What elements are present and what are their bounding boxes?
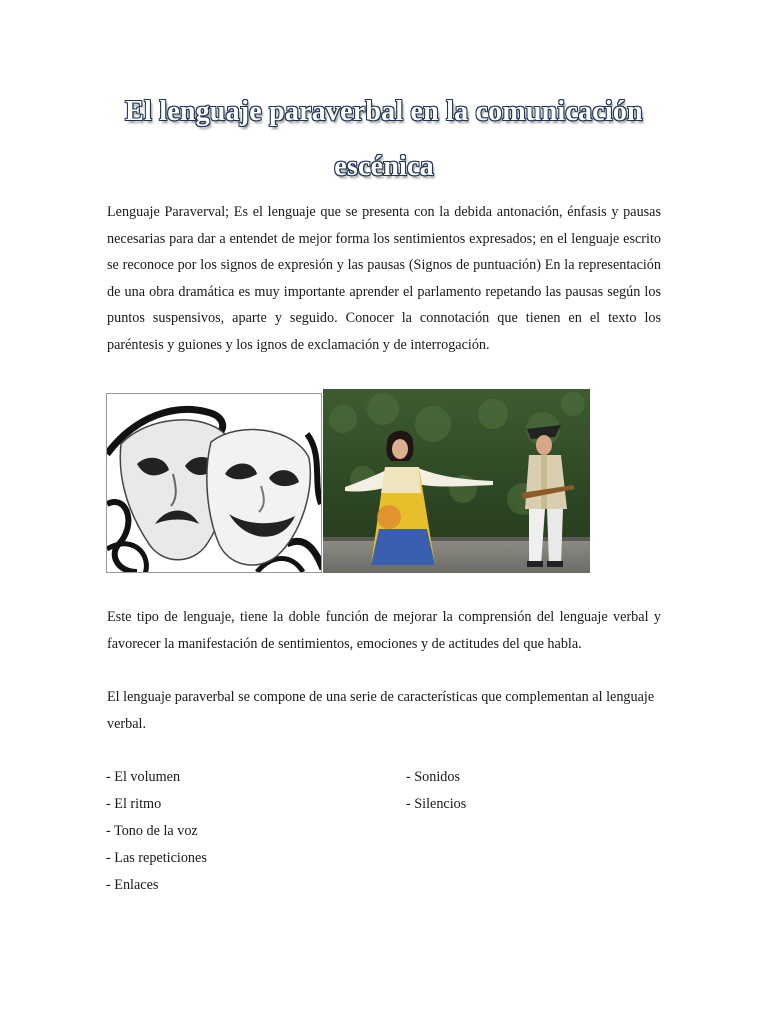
document-title-line-2: escénica bbox=[334, 151, 434, 182]
document-title-line-1: El lenguaje paraverbal en la comunicación bbox=[125, 96, 643, 127]
list-item: - Enlaces bbox=[106, 877, 159, 893]
characteristics-list-left bbox=[106, 764, 207, 899]
theater-masks-image bbox=[106, 393, 322, 573]
stage-performers-photo-icon bbox=[323, 389, 590, 573]
stage-performers-photo bbox=[323, 389, 590, 573]
function-paragraph: Este tipo de lenguaje, tiene la doble función de mejorar la comprensión del lenguaje verbal y favorecer la manifestación de sentimientos, emociones y de actitudes del que habla. bbox=[107, 609, 661, 652]
list-item: - Silencios bbox=[406, 796, 467, 812]
list-item: - Tono de la voz bbox=[106, 823, 198, 839]
illustration-figure bbox=[106, 389, 590, 573]
list-item: - El ritmo bbox=[106, 796, 162, 812]
list-item: - El volumen bbox=[106, 769, 181, 785]
characteristics-list-right bbox=[406, 764, 466, 818]
theater-masks-icon bbox=[107, 394, 322, 573]
list-item: - Las repeticiones bbox=[106, 850, 207, 866]
list-item: - Sonidos bbox=[406, 769, 460, 785]
intro-paragraph: Lenguaje Paraverval; Es el lenguaje que se presenta con la debida antonación, énfasis y pausas necesarias para dar a entendet de mejor forma los sentimientos expresados; en el lenguaje escrito se reconoce por los signos de expresión y las pausas (Signos de puntuación) En la representación de una obra dramática es muy importante aprender el parlamento repetando las pausas según los puntos suspensivos, aparte y seguido. Conocer la connotación que tienen en el texto los paréntesis y guiones y los ignos de exclamación y de interrogación. bbox=[107, 204, 661, 353]
components-paragraph: El lenguaje paraverbal se compone de una serie de características que complementan al lenguaje verbal. bbox=[107, 689, 655, 732]
